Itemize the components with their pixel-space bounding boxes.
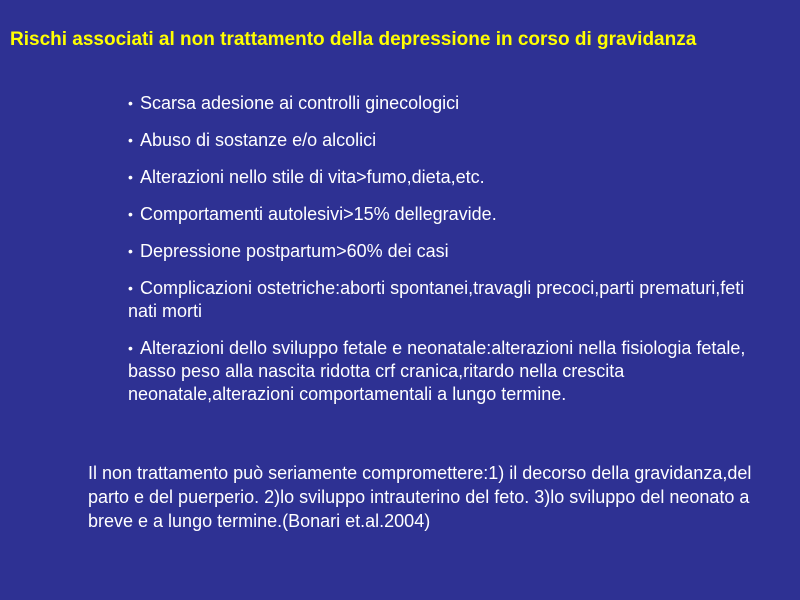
list-item-text: Complicazioni ostetriche:aborti spontanei,travagli precoci,parti prematuri,feti nati morti	[128, 278, 745, 321]
list-item	[128, 203, 768, 226]
list-item	[128, 166, 768, 189]
list-item	[128, 277, 768, 323]
bullet-icon: •	[128, 206, 133, 222]
bullet-icon: •	[128, 132, 133, 148]
list-item-text: Abuso di sostanze e/o alcolici	[140, 130, 377, 150]
bullet-icon: •	[128, 243, 133, 259]
list-item	[128, 337, 768, 406]
risk-list	[128, 92, 768, 420]
list-item-text: Scarsa adesione ai controlli ginecologici	[140, 93, 460, 113]
list-item-text: Depressione postpartum>60% dei casi	[140, 241, 449, 261]
bullet-icon: •	[128, 340, 133, 356]
list-item-text: Alterazioni dello sviluppo fetale e neonatale:alterazioni nella fisiologia fetale, basso peso alla nascita ridotta crf cranica,ritardo nella crescita neonatale,alterazioni comportamentali a lungo termine.	[128, 338, 746, 404]
bullet-icon: •	[128, 95, 133, 111]
bullet-icon: •	[128, 169, 133, 185]
bullet-icon: •	[128, 280, 133, 296]
list-item	[128, 92, 768, 115]
list-item-text: Alterazioni nello stile di vita>fumo,dieta,etc.	[140, 167, 485, 187]
conclusion-text: Il non trattamento può seriamente compromettere:1) il decorso della gravidanza,del parto e del puerperio. 2)lo sviluppo intrauterino del feto. 3)lo sviluppo del neonato a breve e a lungo termine.(Bonari et.al.2004)	[88, 463, 752, 531]
list-item	[128, 240, 768, 263]
slide-title: Rischi associati al non trattamento della depressione in corso di gravidanza	[10, 29, 697, 50]
list-item-text: Comportamenti autolesivi>15% dellegravide.	[140, 204, 497, 224]
list-item	[128, 129, 768, 152]
